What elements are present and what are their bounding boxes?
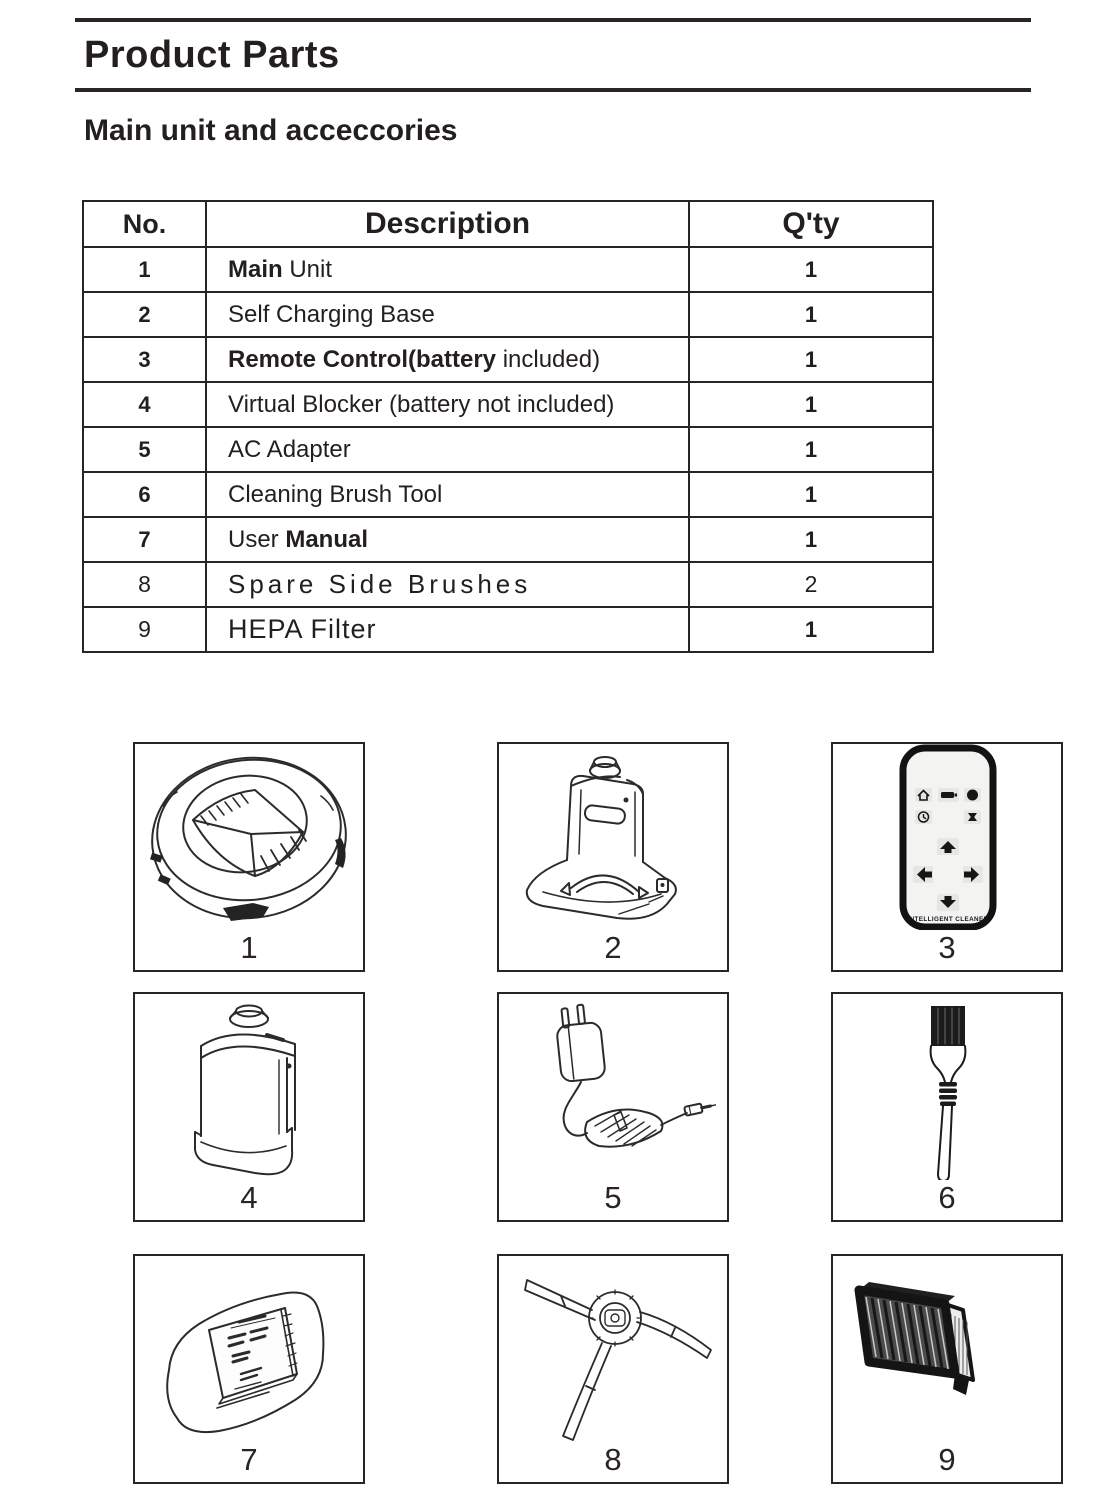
- charging-base-illustration: [499, 744, 727, 930]
- part-description-cell: Main Unit: [206, 247, 689, 292]
- figure-remote-control: [831, 742, 1063, 972]
- figure-number: 6: [938, 1180, 956, 1215]
- main-unit-illustration: [135, 744, 363, 930]
- table-row: [83, 292, 933, 337]
- part-qty-cell: 1: [689, 607, 933, 652]
- part-number-cell: 9: [83, 607, 206, 652]
- part-qty-cell: 2: [689, 562, 933, 607]
- part-description-cell: HEPA Filter: [206, 607, 689, 652]
- part-description-cell: Self Charging Base: [206, 292, 689, 337]
- part-description-cell: User Manual: [206, 517, 689, 562]
- part-number-cell: 2: [83, 292, 206, 337]
- figure-number: 4: [240, 1180, 258, 1215]
- part-description-cell: Cleaning Brush Tool: [206, 472, 689, 517]
- figure-number: 8: [604, 1442, 622, 1477]
- cleaning-brush-illustration: [833, 994, 1061, 1180]
- part-number-cell: 4: [83, 382, 206, 427]
- part-description-cell: Spare Side Brushes: [206, 562, 689, 607]
- table-row: [83, 247, 933, 292]
- part-qty-cell: 1: [689, 337, 933, 382]
- table-header-row: [83, 201, 933, 247]
- col-header-no: No.: [83, 201, 206, 247]
- title-divider: [75, 88, 1031, 92]
- part-number-cell: 6: [83, 472, 206, 517]
- figure-number: 1: [240, 930, 258, 965]
- part-number-cell: 8: [83, 562, 206, 607]
- side-brush-illustration: [499, 1256, 727, 1442]
- figure-hepa-filter: [831, 1254, 1063, 1484]
- part-qty-cell: 1: [689, 382, 933, 427]
- page-title: Product Parts: [84, 34, 340, 76]
- part-qty-cell: 1: [689, 247, 933, 292]
- part-number-cell: 5: [83, 427, 206, 472]
- figure-number: 2: [604, 930, 622, 965]
- part-description-cell: Remote Control(battery included): [206, 337, 689, 382]
- parts-table-body: [83, 247, 933, 652]
- figure-cleaning-brush: [831, 992, 1063, 1222]
- parts-table: [82, 200, 934, 653]
- table-row: [83, 427, 933, 472]
- col-header-qty: Q'ty: [689, 201, 933, 247]
- figure-charging-base: [497, 742, 729, 972]
- figure-number: 9: [938, 1442, 956, 1477]
- part-qty-cell: 1: [689, 427, 933, 472]
- top-divider: [75, 18, 1031, 22]
- figure-ac-adapter: [497, 992, 729, 1222]
- section-title: Main unit and acceccories: [84, 114, 458, 147]
- table-row: [83, 517, 933, 562]
- figure-number: 3: [938, 930, 956, 965]
- part-qty-cell: 1: [689, 292, 933, 337]
- figure-number: 5: [604, 1180, 622, 1215]
- table-row: [83, 382, 933, 427]
- figure-user-manual: [133, 1254, 365, 1484]
- figure-virtual-blocker: [133, 992, 365, 1222]
- ac-adapter-illustration: [499, 994, 727, 1180]
- remote-brand-label: INTELLIGENT CLEANER: [907, 916, 989, 923]
- part-description-cell: Virtual Blocker (battery not included): [206, 382, 689, 427]
- part-number-cell: 7: [83, 517, 206, 562]
- part-number-cell: 1: [83, 247, 206, 292]
- user-manual-illustration: [135, 1256, 363, 1442]
- hepa-filter-illustration: [833, 1256, 1061, 1442]
- remote-control-illustration: [833, 744, 1061, 930]
- figure-side-brush: [497, 1254, 729, 1484]
- col-header-description: Description: [206, 201, 689, 247]
- table-row: [83, 562, 933, 607]
- part-number-cell: 3: [83, 337, 206, 382]
- table-row: [83, 472, 933, 517]
- part-qty-cell: 1: [689, 517, 933, 562]
- figure-main-unit: [133, 742, 365, 972]
- table-row: [83, 337, 933, 382]
- part-description-cell: AC Adapter: [206, 427, 689, 472]
- virtual-blocker-illustration: [135, 994, 363, 1180]
- figure-number: 7: [240, 1442, 258, 1477]
- table-row: [83, 607, 933, 652]
- part-qty-cell: 1: [689, 472, 933, 517]
